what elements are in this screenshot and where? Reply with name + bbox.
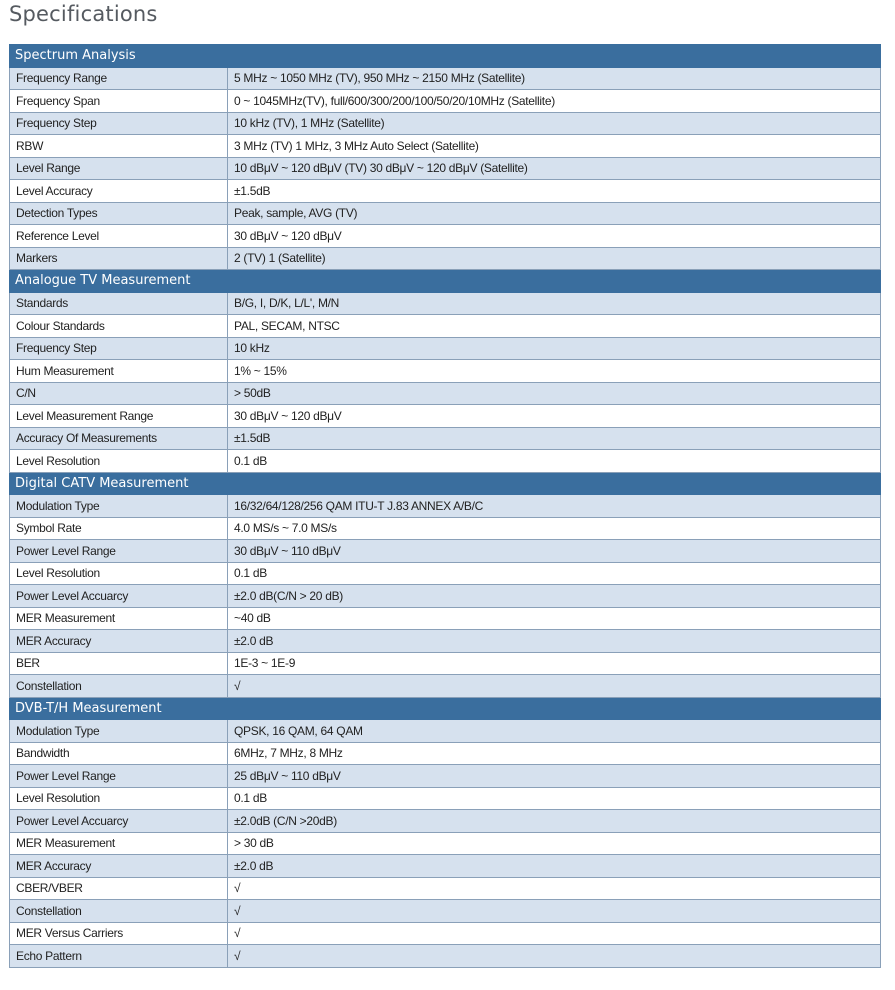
spec-value: √ — [228, 922, 881, 945]
spec-value: √ — [228, 877, 881, 900]
spec-parameter: Accuracy Of Measurements — [10, 427, 228, 450]
section-header — [10, 472, 881, 495]
spec-row — [10, 360, 881, 383]
spec-parameter: Level Resolution — [10, 562, 228, 585]
spec-parameter: RBW — [10, 135, 228, 158]
spec-row — [10, 90, 881, 113]
spec-value: 10 kHz (TV), 1 MHz (Satellite) — [228, 112, 881, 135]
spec-parameter: Standards — [10, 292, 228, 315]
spec-row — [10, 180, 881, 203]
spec-parameter: Frequency Span — [10, 90, 228, 113]
spec-row — [10, 517, 881, 540]
spec-parameter: Level Resolution — [10, 450, 228, 473]
spec-value: Peak, sample, AVG (TV) — [228, 202, 881, 225]
spec-parameter: Markers — [10, 247, 228, 270]
spec-value: ±2.0 dB — [228, 855, 881, 878]
spec-value: 25 dBμV ~ 110 dBμV — [228, 765, 881, 788]
spec-value: > 30 dB — [228, 832, 881, 855]
spec-row — [10, 405, 881, 428]
spec-value: ±2.0dB (C/N >20dB) — [228, 810, 881, 833]
specifications-table — [9, 44, 881, 968]
spec-value: 30 dBμV ~ 120 dBμV — [228, 405, 881, 428]
spec-row — [10, 585, 881, 608]
spec-parameter: Frequency Step — [10, 337, 228, 360]
spec-value: 1E-3 ~ 1E-9 — [228, 652, 881, 675]
spec-parameter: Constellation — [10, 675, 228, 698]
spec-row — [10, 67, 881, 90]
spec-row — [10, 247, 881, 270]
spec-row — [10, 855, 881, 878]
spec-value: > 50dB — [228, 382, 881, 405]
spec-value: 16/32/64/128/256 QAM ITU-T J.83 ANNEX A/B/C — [228, 495, 881, 518]
section-header — [10, 270, 881, 293]
spec-parameter: C/N — [10, 382, 228, 405]
spec-parameter: Level Measurement Range — [10, 405, 228, 428]
spec-value: √ — [228, 900, 881, 923]
spec-value: 2 (TV) 1 (Satellite) — [228, 247, 881, 270]
spec-value: 4.0 MS/s ~ 7.0 MS/s — [228, 517, 881, 540]
spec-row — [10, 900, 881, 923]
spec-value: 0.1 dB — [228, 562, 881, 585]
spec-value: 5 MHz ~ 1050 MHz (TV), 950 MHz ~ 2150 MHz (Satellite) — [228, 67, 881, 90]
spec-row — [10, 337, 881, 360]
spec-row — [10, 157, 881, 180]
spec-parameter: Colour Standards — [10, 315, 228, 338]
spec-parameter: CBER/VBER — [10, 877, 228, 900]
spec-parameter: Echo Pattern — [10, 945, 228, 968]
spec-row — [10, 607, 881, 630]
spec-row — [10, 765, 881, 788]
spec-row — [10, 382, 881, 405]
spec-value: 30 dBμV ~ 120 dBμV — [228, 225, 881, 248]
spec-parameter: Level Resolution — [10, 787, 228, 810]
spec-parameter: Hum Measurement — [10, 360, 228, 383]
spec-value: QPSK, 16 QAM, 64 QAM — [228, 720, 881, 743]
spec-parameter: Level Range — [10, 157, 228, 180]
spec-value: 1% ~ 15% — [228, 360, 881, 383]
spec-value: 0.1 dB — [228, 450, 881, 473]
spec-row — [10, 652, 881, 675]
section-header — [10, 45, 881, 68]
spec-row — [10, 225, 881, 248]
spec-row — [10, 450, 881, 473]
specifications-table-body — [10, 45, 881, 968]
spec-value: ±2.0 dB(C/N > 20 dB) — [228, 585, 881, 608]
spec-row — [10, 562, 881, 585]
spec-value: ~40 dB — [228, 607, 881, 630]
section-header — [10, 697, 881, 720]
spec-parameter: Power Level Accuarcy — [10, 585, 228, 608]
spec-row — [10, 135, 881, 158]
spec-value: B/G, I, D/K, L/L', M/N — [228, 292, 881, 315]
section-title: Analogue TV Measurement — [10, 270, 881, 293]
spec-row — [10, 202, 881, 225]
spec-row — [10, 630, 881, 653]
spec-value: √ — [228, 675, 881, 698]
spec-value: PAL, SECAM, NTSC — [228, 315, 881, 338]
spec-value: √ — [228, 945, 881, 968]
spec-row — [10, 495, 881, 518]
spec-row — [10, 292, 881, 315]
section-title: Spectrum Analysis — [10, 45, 881, 68]
spec-parameter: Power Level Range — [10, 540, 228, 563]
spec-parameter: BER — [10, 652, 228, 675]
spec-parameter: Constellation — [10, 900, 228, 923]
spec-value: 6MHz, 7 MHz, 8 MHz — [228, 742, 881, 765]
page-title: Specifications — [9, 2, 158, 26]
spec-parameter: MER Measurement — [10, 832, 228, 855]
spec-parameter: Modulation Type — [10, 495, 228, 518]
spec-value: ±1.5dB — [228, 427, 881, 450]
spec-row — [10, 922, 881, 945]
spec-row — [10, 945, 881, 968]
spec-row — [10, 675, 881, 698]
spec-row — [10, 540, 881, 563]
spec-row — [10, 315, 881, 338]
section-title: DVB-T/H Measurement — [10, 697, 881, 720]
spec-row — [10, 720, 881, 743]
spec-row — [10, 112, 881, 135]
spec-parameter: MER Accuracy — [10, 855, 228, 878]
spec-value: 10 kHz — [228, 337, 881, 360]
spec-parameter: Symbol Rate — [10, 517, 228, 540]
spec-value: 0 ~ 1045MHz(TV), full/600/300/200/100/50/20/10MHz (Satellite) — [228, 90, 881, 113]
spec-parameter: Reference Level — [10, 225, 228, 248]
spec-parameter: Modulation Type — [10, 720, 228, 743]
spec-value: 10 dBμV ~ 120 dBμV (TV) 30 dBμV ~ 120 dBμV (Satellite) — [228, 157, 881, 180]
spec-parameter: MER Accuracy — [10, 630, 228, 653]
spec-row — [10, 877, 881, 900]
spec-row — [10, 787, 881, 810]
spec-parameter: Bandwidth — [10, 742, 228, 765]
spec-value: 30 dBμV ~ 110 dBμV — [228, 540, 881, 563]
spec-value: 3 MHz (TV) 1 MHz, 3 MHz Auto Select (Satellite) — [228, 135, 881, 158]
spec-parameter: Frequency Range — [10, 67, 228, 90]
spec-row — [10, 427, 881, 450]
spec-parameter: Detection Types — [10, 202, 228, 225]
spec-value: 0.1 dB — [228, 787, 881, 810]
spec-row — [10, 832, 881, 855]
spec-parameter: MER Measurement — [10, 607, 228, 630]
spec-row — [10, 742, 881, 765]
spec-value: ±2.0 dB — [228, 630, 881, 653]
spec-parameter: Frequency Step — [10, 112, 228, 135]
spec-row — [10, 810, 881, 833]
spec-value: ±1.5dB — [228, 180, 881, 203]
spec-parameter: Power Level Accuarcy — [10, 810, 228, 833]
spec-parameter: Level Accuracy — [10, 180, 228, 203]
section-title: Digital CATV Measurement — [10, 472, 881, 495]
spec-parameter: MER Versus Carriers — [10, 922, 228, 945]
spec-parameter: Power Level Range — [10, 765, 228, 788]
